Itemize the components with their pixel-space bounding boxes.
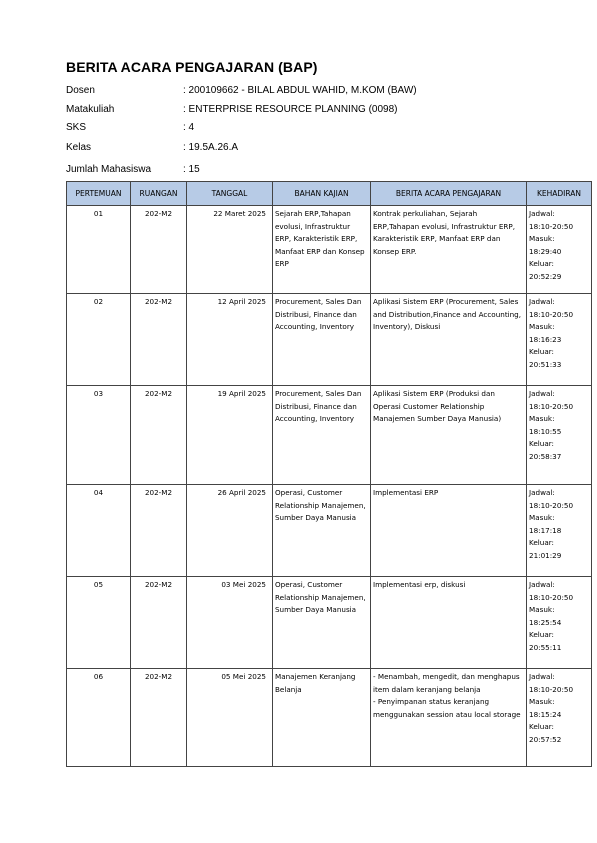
info-label: Dosen (66, 85, 95, 96)
kehadiran-line: Keluar: (529, 630, 554, 639)
kehadiran-line: Keluar: (529, 259, 554, 268)
kehadiran-line: Masuk: (529, 322, 555, 331)
kehadiran-line: Masuk: (529, 697, 555, 706)
cell-ruangan: 202-M2 (131, 206, 187, 294)
kehadiran-line: Jadwal: (529, 209, 555, 218)
kehadiran-line: Jadwal: (529, 297, 555, 306)
table-row (67, 294, 592, 386)
cell-kehadiran (527, 294, 592, 386)
kehadiran-line: 20:55:11 (529, 642, 562, 652)
info-label: Jumlah Mahasiswa (66, 164, 152, 175)
info-value: : ENTERPRISE RESOURCE PLANNING (0098) (183, 104, 398, 115)
kehadiran-line: 20:58:37 (529, 451, 562, 461)
info-value: : 4 (183, 122, 195, 133)
table-row (67, 577, 592, 669)
header-pertemuan: PERTEMUAN (67, 182, 131, 206)
kehadiran-line: 18:10-20:50 (529, 592, 574, 602)
cell-bahan-kajian: Manajemen Keranjang Belanja (273, 669, 371, 767)
kehadiran-line: Masuk: (529, 234, 555, 243)
cell-pertemuan: 06 (67, 669, 131, 767)
cell-tanggal: 22 Maret 2025 (187, 206, 273, 294)
kehadiran-line: Keluar: (529, 439, 554, 448)
info-label: SKS (66, 122, 87, 133)
kehadiran-line: Keluar: (529, 347, 554, 356)
kehadiran-line: Keluar: (529, 722, 554, 731)
kehadiran-line: 18:29:40 (529, 246, 562, 256)
table-header-row (67, 182, 592, 206)
cell-berita-acara: Implementasi erp, diskusi (371, 577, 527, 669)
cell-ruangan: 202-M2 (131, 669, 187, 767)
cell-pertemuan: 04 (67, 485, 131, 577)
cell-berita-acara (371, 669, 527, 767)
kehadiran-line: Masuk: (529, 513, 555, 522)
document-title: BERITA ACARA PENGAJARAN (BAP) (66, 59, 318, 75)
table-row (67, 485, 592, 577)
info-value: : 15 (183, 164, 200, 175)
table-row (67, 669, 592, 767)
kehadiran-line: 18:10:55 (529, 426, 562, 436)
cell-berita-acara: Aplikasi Sistem ERP (Produksi dan Operasi Customer Relationship Manajemen Sumber Daya Manusia) (371, 386, 527, 485)
cell-ruangan: 202-M2 (131, 485, 187, 577)
cell-bahan-kajian: Sejarah ERP,Tahapan evolusi, Infrastruktur ERP, Karakteristik ERP, Manfaat ERP dan Konsep ERP (273, 206, 371, 294)
kehadiran-line: Jadwal: (529, 580, 555, 589)
kehadiran-line: 18:10-20:50 (529, 684, 574, 694)
cell-berita-acara: Kontrak perkuliahan, Sejarah ERP,Tahapan evolusi, Infrastruktur ERP, Karakteristik ERP, Manfaat ERP dan Konsep ERP. (371, 206, 527, 294)
header-berita-acara: BERITA ACARA PENGAJARAN (371, 182, 527, 206)
cell-tanggal: 03 Mei 2025 (187, 577, 273, 669)
kehadiran-line: 20:52:29 (529, 271, 562, 281)
header-tanggal: TANGGAL (187, 182, 273, 206)
cell-tanggal: 19 April 2025 (187, 386, 273, 485)
cell-pertemuan: 03 (67, 386, 131, 485)
info-label: Kelas (66, 142, 92, 153)
info-value: : 200109662 - BILAL ABDUL WAHID, M.KOM (BAW) (183, 85, 417, 96)
cell-kehadiran (527, 386, 592, 485)
cell-pertemuan: 01 (67, 206, 131, 294)
cell-berita-acara: Implementasi ERP (371, 485, 527, 577)
cell-pertemuan: 05 (67, 577, 131, 669)
cell-kehadiran (527, 485, 592, 577)
kehadiran-line: Masuk: (529, 414, 555, 423)
kehadiran-line: 20:57:52 (529, 734, 562, 744)
berita-line: - Penyimpanan status keranjang menggunakan session atau local storage (373, 697, 521, 719)
kehadiran-line: 21:01:29 (529, 550, 562, 560)
cell-kehadiran (527, 206, 592, 294)
header-ruangan: RUANGAN (131, 182, 187, 206)
kehadiran-line: Keluar: (529, 538, 554, 547)
kehadiran-line: 18:25:54 (529, 617, 562, 627)
kehadiran-line: 18:16:23 (529, 334, 562, 344)
kehadiran-line: 18:10-20:50 (529, 221, 574, 231)
kehadiran-line: Jadwal: (529, 672, 555, 681)
header-bahan-kajian: BAHAN KAJIAN (273, 182, 371, 206)
header-kehadiran: KEHADIRAN (527, 182, 592, 206)
kehadiran-line: Masuk: (529, 605, 555, 614)
cell-bahan-kajian: Procurement, Sales Dan Distribusi, Finance dan Accounting, Inventory (273, 294, 371, 386)
cell-berita-acara: Aplikasi Sistem ERP (Procurement, Sales and Distribution,Finance and Accounting, Inventory), Diskusi (371, 294, 527, 386)
cell-kehadiran (527, 577, 592, 669)
kehadiran-line: Jadwal: (529, 488, 555, 497)
table-row (67, 386, 592, 485)
cell-bahan-kajian: Operasi, Customer Relationship Manajemen, Sumber Daya Manusia (273, 577, 371, 669)
cell-pertemuan: 02 (67, 294, 131, 386)
cell-ruangan: 202-M2 (131, 577, 187, 669)
cell-tanggal: 05 Mei 2025 (187, 669, 273, 767)
kehadiran-line: 20:51:33 (529, 359, 562, 369)
cell-tanggal: 26 April 2025 (187, 485, 273, 577)
kehadiran-line: 18:10-20:50 (529, 500, 574, 510)
cell-ruangan: 202-M2 (131, 386, 187, 485)
berita-line: - Menambah, mengedit, dan menghapus item dalam keranjang belanja (373, 672, 520, 694)
table-row (67, 206, 592, 294)
cell-kehadiran (527, 669, 592, 767)
cell-ruangan: 202-M2 (131, 294, 187, 386)
info-label: Matakuliah (66, 104, 115, 115)
bap-table (66, 181, 592, 767)
cell-bahan-kajian: Operasi, Customer Relationship Manajemen, Sumber Daya Manusia (273, 485, 371, 577)
kehadiran-line: 18:15:24 (529, 709, 562, 719)
cell-tanggal: 12 April 2025 (187, 294, 273, 386)
kehadiran-line: 18:17:18 (529, 525, 562, 535)
info-value: : 19.5A.26.A (183, 142, 239, 153)
kehadiran-line: Jadwal: (529, 389, 555, 398)
kehadiran-line: 18:10-20:50 (529, 309, 574, 319)
kehadiran-line: 18:10-20:50 (529, 401, 574, 411)
cell-bahan-kajian: Procurement, Sales Dan Distribusi, Finance dan Accounting, Inventory (273, 386, 371, 485)
